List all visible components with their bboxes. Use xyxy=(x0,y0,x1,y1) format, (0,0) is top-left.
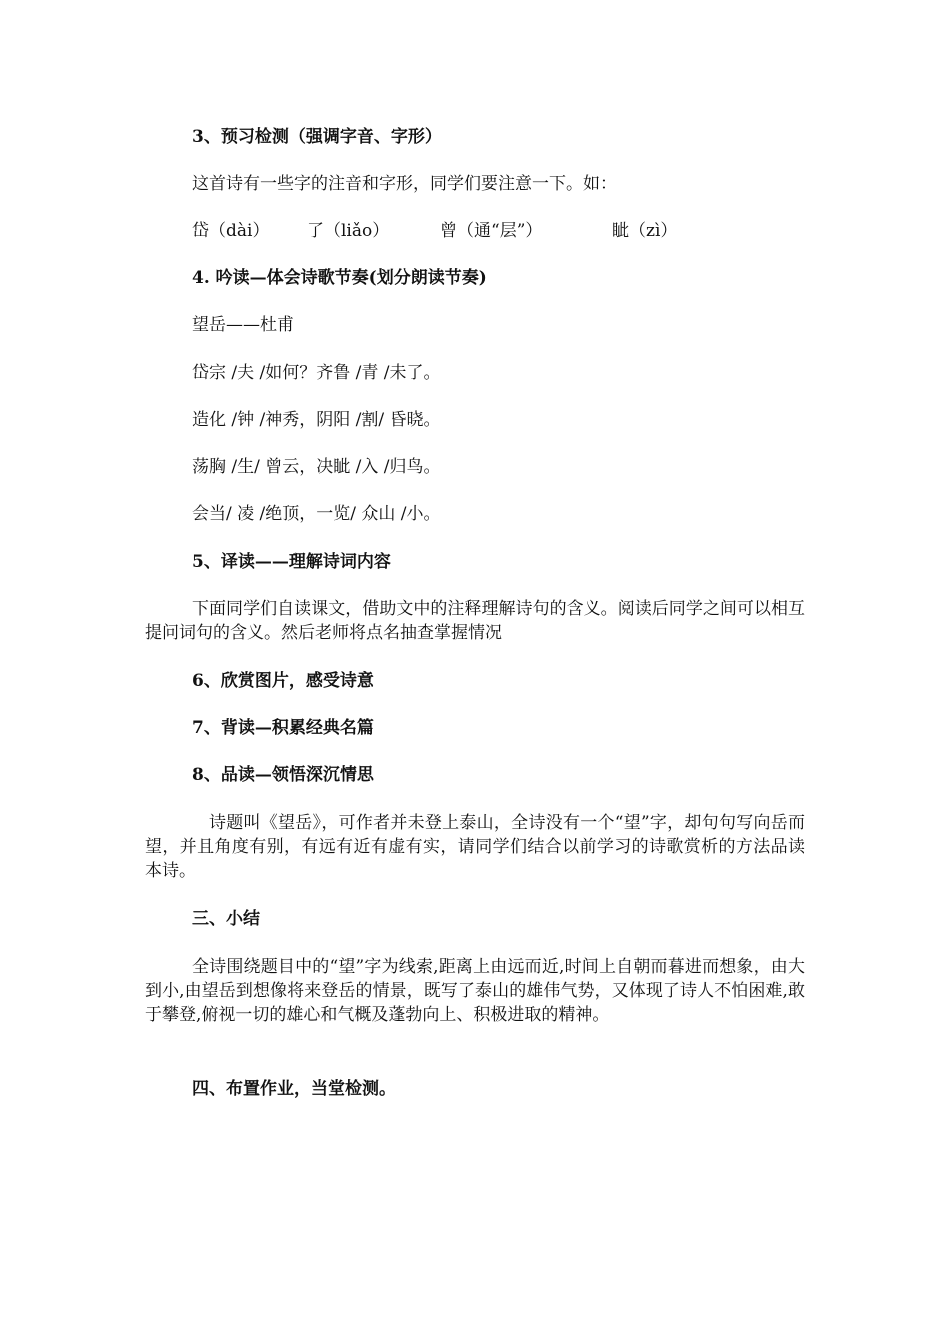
poem-line: 造化 /钟 /神秀，阴阳 /割/ 昏晓。 xyxy=(192,410,441,430)
heading-recite: 4. 吟读—体会诗歌节奏(划分朗读节奏) xyxy=(192,268,487,288)
heading-pictures: 6、欣赏图片，感受诗意 xyxy=(192,671,374,691)
poem-line: 岱宗 /夫 /如何？齐鲁 /青 /未了。 xyxy=(192,363,441,383)
heading-summary: 三、小结 xyxy=(192,909,260,929)
heading-memorize: 7、背读—积累经典名篇 xyxy=(192,718,374,738)
heading-appreciate: 8、品读—领悟深沉情思 xyxy=(192,765,374,785)
translate-paragraph: 下面同学们自读课文，借助文中的注释理解诗句的含义。阅读后同学之间可以相互提问词句的含义。然后老师将点名抽查掌握情况 xyxy=(145,599,805,643)
pronunciation-item: 岱（dài） xyxy=(192,221,270,241)
preview-intro-text: 这首诗有一些字的注音和字形，同学们要注意一下。如： xyxy=(192,174,617,194)
summary-paragraph: 全诗围绕题目中的“望”字为线索,距离上由远而近,时间上自朝而暮进而想象，由大到小,由望岳到想像将来登岳的情景，既写了泰山的雄伟气势，又体现了诗人不怕困难,敢于攀登,俯视一切的雄心和气概及蓬勃向上、积极进取的精神。 xyxy=(145,957,805,1025)
pronunciation-item: 眦（zì） xyxy=(612,221,678,241)
poem-line: 荡胸 /生/ 曾云，决眦 /入 /归鸟。 xyxy=(192,457,441,477)
pronunciation-row xyxy=(192,219,792,243)
poem-title: 望岳——杜甫 xyxy=(192,315,294,335)
heading-translate: 5、译读——理解诗词内容 xyxy=(192,552,391,572)
heading-preview-check: 3、预习检测（强调字音、字形） xyxy=(192,127,442,147)
appreciate-paragraph: 诗题叫《望岳》，可作者并未登上泰山，全诗没有一个“望”字，却句句写向岳而望，并且角度有别，有远有近有虚有实，请同学们结合以前学习的诗歌赏析的方法品读本诗。 xyxy=(145,813,805,881)
pronunciation-item: 了（liǎo） xyxy=(307,221,390,241)
pronunciation-item: 曾（通“层”） xyxy=(440,221,543,241)
heading-homework: 四、布置作业，当堂检测。 xyxy=(192,1079,396,1099)
poem-line: 会当/ 凌 /绝顶，一览/ 众山 /小。 xyxy=(192,504,441,524)
